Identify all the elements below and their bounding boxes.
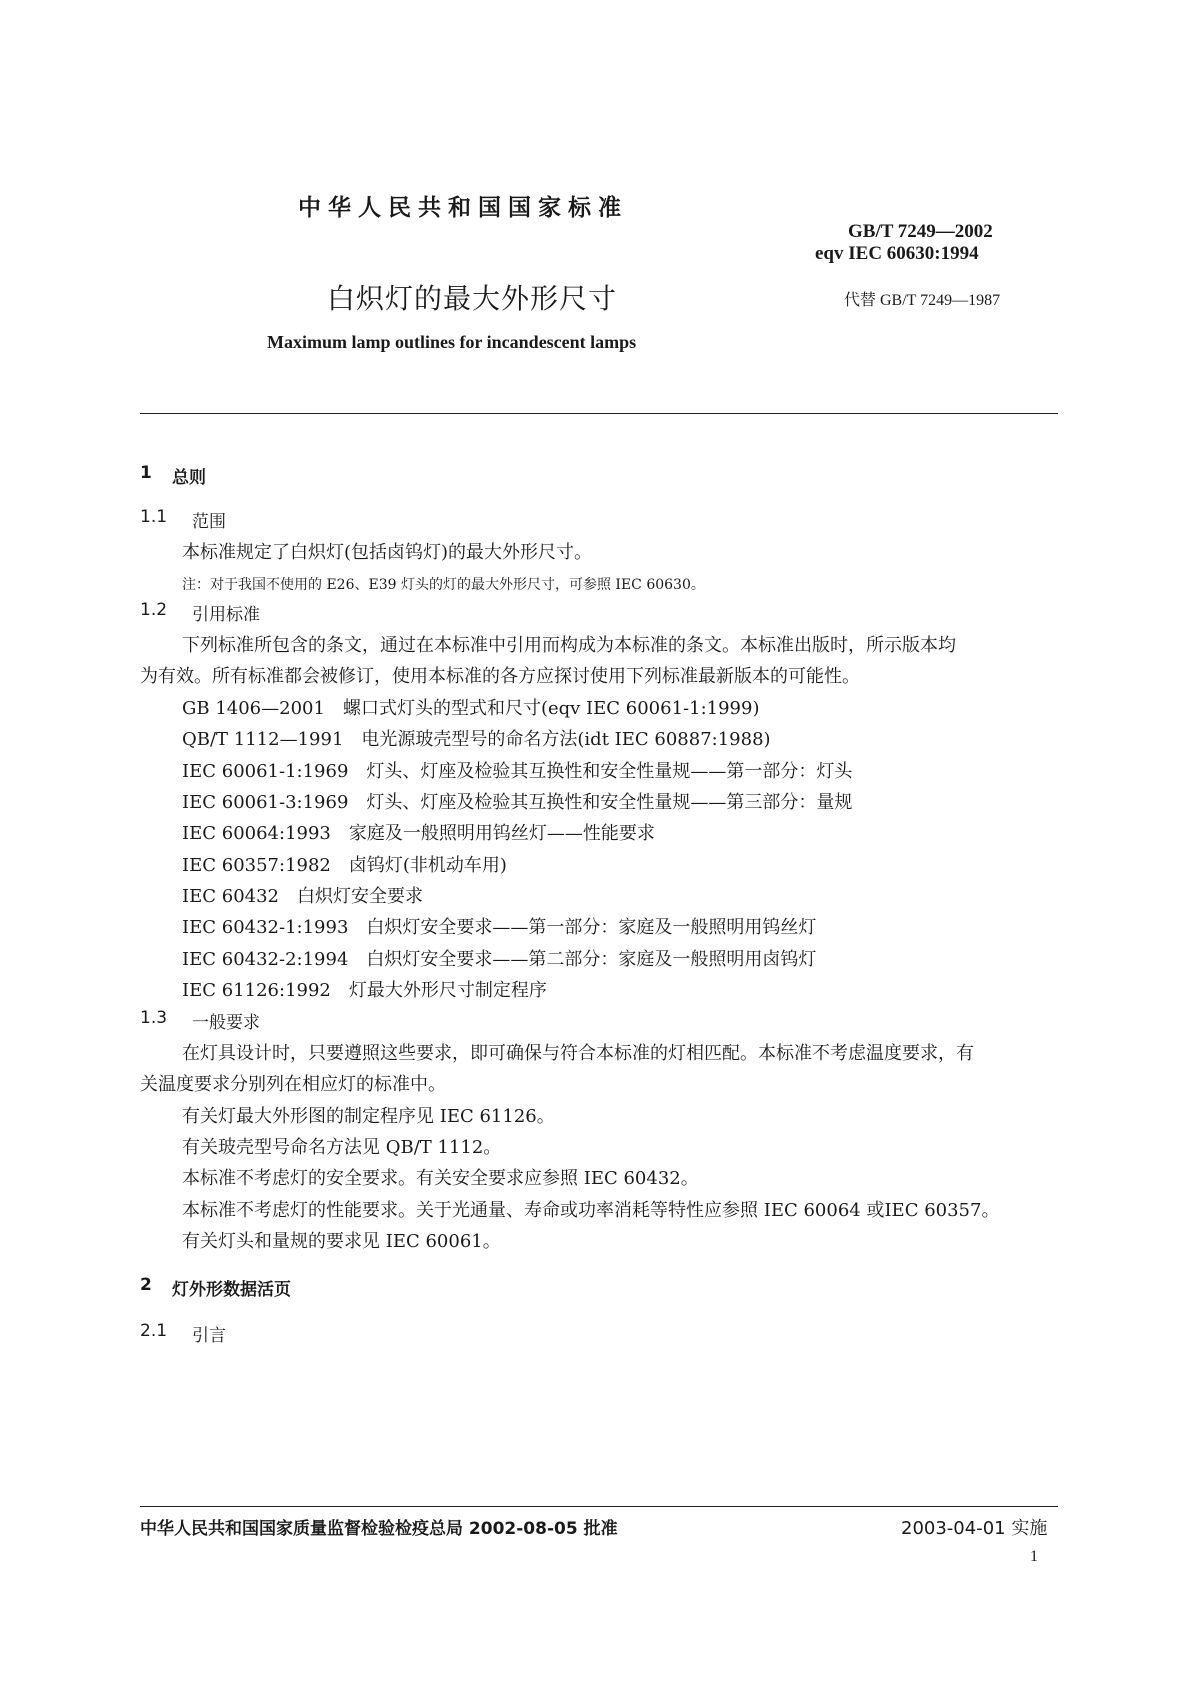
document-title: 白炽灯的最大外形尺寸 (327, 282, 618, 315)
page-number: 1 (1030, 1548, 1038, 1565)
equivalent-standard: eqv IEC 60630:1994 (815, 243, 979, 264)
reference-item: IEC 60357:1982 卤钨灯(非机动车用) (182, 855, 507, 876)
paragraph: 本标准不考虑灯的安全要求。有关安全要求应参照 IEC 60432。 (182, 1168, 699, 1189)
standard-org-title: 中华人民共和国国家标准 (298, 195, 628, 221)
reference-item: IEC 60064:1993 家庭及一般照明用钨丝灯——性能要求 (182, 823, 655, 844)
section-2-1-number: 2.1 (140, 1321, 168, 1341)
reference-item: GB 1406—2001 螺口式灯头的型式和尺寸(eqv IEC 60061-1:1999) (182, 698, 760, 719)
section-1-2-number: 1.2 (140, 600, 168, 620)
implementation-date: 2003-04-01 实施 (901, 1518, 1048, 1539)
paragraph: 有关玻壳型号命名方法见 QB/T 1112。 (182, 1137, 502, 1158)
section-1-2-title: 引用标准 (192, 605, 260, 625)
reference-item: IEC 60432 白炽灯安全要求 (182, 886, 424, 907)
section-1-number: 1 (140, 463, 152, 483)
header-divider (140, 413, 1058, 414)
paragraph: 有关灯头和量规的要求见 IEC 60061。 (182, 1231, 501, 1252)
footer-divider (140, 1506, 1058, 1507)
approval-line: 中华人民共和国国家质量监督检验检疫总局 2002-08-05 批准 (140, 1519, 618, 1539)
section-1-2-text-line2: 为有效。所有标准都会被修订，使用本标准的各方应探讨使用下列标准最新版本的可能性。 (140, 666, 860, 687)
document-title-english: Maximum lamp outlines for incandescent lamps (267, 332, 637, 352)
section-2-1-title: 引言 (192, 1326, 226, 1346)
reference-item: IEC 61126:1992 灯最大外形尺寸制定程序 (182, 980, 547, 1001)
reference-item: QB/T 1112—1991 电光源玻壳型号的命名方法(idt IEC 60887:1988) (182, 729, 771, 750)
standard-code: GB/T 7249—2002 (848, 221, 993, 242)
section-1-3-number: 1.3 (140, 1008, 168, 1028)
section-1-3-text-line1: 在灯具设计时，只要遵照这些要求，即可确保与符合本标准的灯相匹配。本标准不考虑温度要求，有 (182, 1043, 974, 1064)
section-1-3-title: 一般要求 (192, 1013, 260, 1033)
section-1-2-text-line1: 下列标准所包含的条文，通过在本标准中引用而构成为本标准的条文。本标准出版时，所示版本均 (182, 635, 956, 656)
section-1-3-text-line2: 关温度要求分别列在相应灯的标准中。 (140, 1074, 446, 1095)
reference-item: IEC 60061-1:1969 灯头、灯座及检验其互换性和安全性量规——第一部分：灯头 (182, 761, 853, 782)
section-1-1-number: 1.1 (140, 507, 168, 527)
section-2-number: 2 (140, 1275, 152, 1295)
reference-item: IEC 60432-1:1993 白炽灯安全要求——第一部分：家庭及一般照明用钨丝灯 (182, 917, 817, 938)
reference-item: IEC 60061-3:1969 灯头、灯座及检验其互换性和安全性量规——第三部分：量规 (182, 792, 853, 813)
replaces-standard: 代替 GB/T 7249—1987 (844, 292, 1001, 309)
reference-item: IEC 60432-2:1994 白炽灯安全要求——第二部分：家庭及一般照明用卤钨灯 (182, 949, 817, 970)
section-2-title: 灯外形数据活页 (172, 1280, 291, 1300)
section-1-1-note: 注：对于我国不使用的 E26、E39 灯头的灯的最大外形尺寸，可参照 IEC 60630。 (182, 577, 705, 593)
section-1-1-text: 本标准规定了白炽灯(包括卤钨灯)的最大外形尺寸。 (182, 542, 593, 563)
section-1-title: 总则 (172, 468, 206, 488)
paragraph: 本标准不考虑灯的性能要求。关于光通量、寿命或功率消耗等特性应参照 IEC 60064 或IEC 60357。 (182, 1200, 1000, 1221)
paragraph: 有关灯最大外形图的制定程序见 IEC 61126。 (182, 1106, 555, 1127)
section-1-1-title: 范围 (192, 512, 226, 532)
